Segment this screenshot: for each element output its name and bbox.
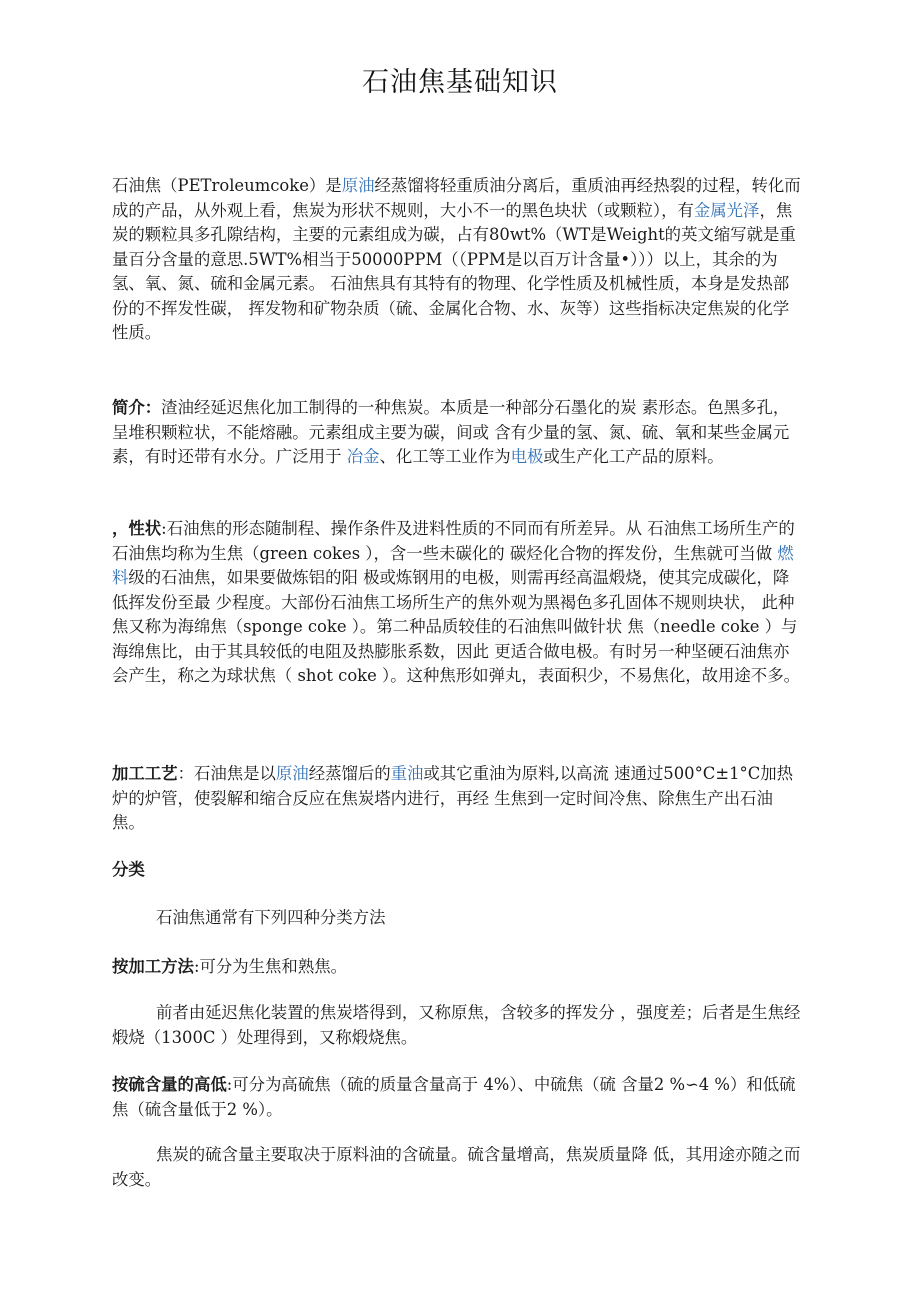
summary-label: 简介：: [112, 398, 162, 417]
properties-paragraph: [112, 517, 802, 689]
link-metallic-luster[interactable]: 金属光泽: [693, 200, 760, 220]
method2-paragraph: [112, 1073, 802, 1122]
classification-intro: 石油焦通常有下列四种分类方法: [156, 908, 386, 927]
intro-text-1: 石油焦（PETroleumcoke）是: [112, 176, 342, 195]
intro-text-2: 经蒸馏将轻重质油分离后，重质油再经热裂的过程，转化而成的产品，从外观上看，焦炭为形状不规则，大小不一的黑色块状（或颗粒），有: [112, 176, 801, 220]
method2-label: 按硫含量的高低: [112, 1075, 227, 1094]
method2-text: :可分为高硫焦（硫的质量含量高于 4%）、中硫焦（硫 含量2 %∽4 %）和低硫焦（硫含量低于2 %）。: [112, 1075, 796, 1119]
properties-label: ，性状: [112, 519, 162, 538]
intro-text-3: ，焦炭的颗粒具多孔隙结构，主要的元素组成为碳，占有80wt%（WT是Weight的英文缩写就是重量百分含量的意思.5WT%相当于50000PPM（（PPM是以百万计含量•）））以上，其余的为氢、氧、氮、硫和金属元素。 石油焦具有其特有的物理、化学性质及机械性质，本身是发热部份的不挥发性碳， 挥发物和矿物杂质（硫、金属化合物、水、灰等）这些指标决定焦炭的化学性质。: [112, 200, 796, 342]
method1-detail: 前者由延迟焦化装置的焦炭塔得到，又称原焦，含较多的挥发分 ，强度差；后者是生焦经煅烧（1300C ）处理得到，又称煅烧焦。: [112, 1003, 801, 1047]
summary-text-3: 或生产化工产品的原料。: [543, 447, 724, 466]
method1-label: 按加工方法: [112, 957, 194, 976]
process-label: 加工工艺: [112, 764, 178, 783]
process-text-2: 经蒸馏后的: [308, 764, 391, 783]
page-title: 石油焦基础知识: [362, 67, 558, 98]
method1-paragraph: [112, 955, 802, 980]
properties-text-1: :石油焦的形态随制程、操作条件及进料性质的不同而有所差异。从 石油焦工场所生产的石油焦均称为生焦（green cokes ），含一些未碳化的 碳烃化合物的挥发份，生焦就可当做: [112, 519, 795, 563]
link-crude-oil[interactable]: 原油: [341, 176, 375, 195]
link-fuel[interactable]: 燃料: [112, 543, 794, 587]
classification-heading: 分类: [112, 860, 145, 879]
intro-paragraph: [112, 174, 802, 346]
link-electrode[interactable]: 电极: [510, 447, 544, 466]
properties-text-2: 级的石油焦，如果要做炼铝的阳 极或炼钢用的电极，则需再经高温煅烧，使其完成碳化，降低挥发份至最 少程度。大部份石油焦工场所生产的焦外观为黑褐色多孔固体不规则块状， 此种焦又称为海绵焦（sponge coke ）。第二种品质较佳的石油焦叫做针状 焦（needle coke ）与海绵焦比，由于其具较低的电阻及热膨胀系数，因此 更适合做电极。有时另一种坚硬石油焦亦会产生，称之为球状焦（ shot coke ）。这种焦形如弹丸，表面积少，不易焦化，故用途不多。: [112, 568, 800, 685]
summary-text-2: 、化工等工业作为: [379, 447, 511, 466]
link-heavy-oil[interactable]: 重油: [390, 764, 424, 783]
process-text-1: ：石油焦是以: [177, 764, 276, 783]
link-crude-oil-2[interactable]: 原油: [275, 764, 309, 783]
method1-text: :可分为生焦和熟焦。: [193, 957, 347, 976]
link-metallurgy[interactable]: 冶金: [346, 447, 380, 466]
process-paragraph: [112, 762, 802, 836]
summary-text-1: 渣油经延迟焦化加工制得的一种焦炭。本质是一种部分石墨化的炭 素形态。色黑多孔，呈堆积颗粒状，不能熔融。元素组成主要为碳，间或 含有少量的氢、氮、硫、氧和某些金属元素，有时还带有水分。广泛用于: [112, 398, 790, 466]
summary-paragraph: [112, 396, 802, 470]
process-text-3: 或其它重油为原料,以高流 速通过500°C±1°C加热炉的炉管，使裂解和缩合反应在焦炭塔内进行，再经 生焦到一定时间冷焦、除焦生产出石油焦。: [112, 764, 794, 832]
method2-detail: 焦炭的硫含量主要取决于原料油的含硫量。硫含量增高，焦炭质量降 低，其用途亦随之而改变。: [112, 1145, 801, 1189]
